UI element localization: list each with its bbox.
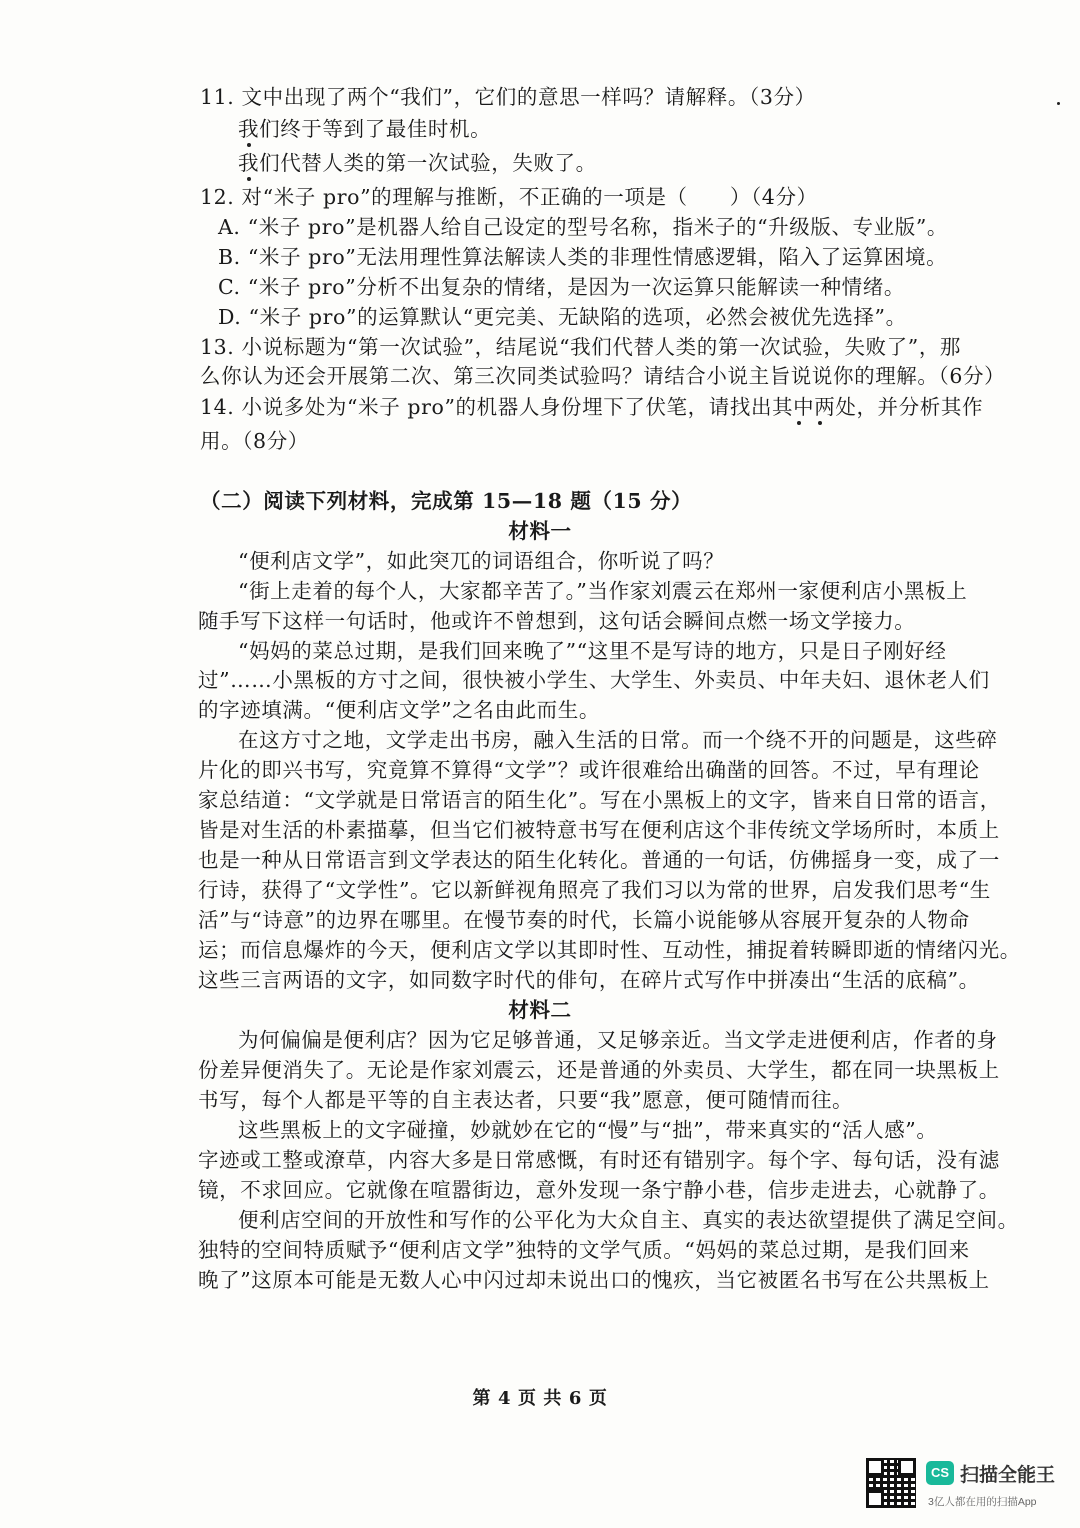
- question-11-quote-1: 我们终于等到了最佳时机。: [238, 117, 492, 141]
- question-12-option-d: D. “米子 pro”的运算默认“更完美、无缺陷的选项，必然会被优先选择”。: [218, 305, 907, 329]
- material-1-line: 这些三言两语的文字，如同数字时代的俳句，在碎片式写作中拼凑出“生活的底稿”。: [198, 968, 980, 992]
- material-1-line: 行诗，获得了“文学性”。它以新鲜视角照亮了我们习以为常的世界，启发我们思考“生: [198, 878, 991, 902]
- material-1-line: 皆是对生活的朴素描摹，但当它们被特意书写在便利店这个非传统文学场所时，本质上: [198, 818, 1000, 842]
- material-2-line: 书写，每个人都是平等的自主表达者，只要“我”愿意，便可随情而往。: [198, 1088, 854, 1112]
- material-1-line: 在这方寸之地，文学走出书房，融入生活的日常。而一个绕不开的问题是，这些碎: [238, 728, 998, 752]
- material-2-line: 字迹或工整或潦草，内容大多是日常感慨，有时还有错别字。每个字、每句话，没有滤: [198, 1148, 1000, 1172]
- question-11: 11. 文中出现了两个“我们”，它们的意思一样吗？请解释。（3分）: [200, 85, 816, 109]
- material-2-line: 镜，不求回应。它就像在喧嚣街边，意外发现一条宁静小巷，信步走进去，心就静了。: [198, 1178, 1000, 1202]
- question-12: 12. 对“米子 pro”的理解与推断，不正确的一项是（ ）（4分）: [200, 185, 818, 209]
- material-1-line: “街上走着的每个人，大家都辛苦了。”当作家刘震云在郑州一家便利店小黑板上: [238, 579, 968, 603]
- material-2-line: 独特的空间特质赋予“便利店文学”独特的文学气质。“妈妈的菜总过期，是我们回来: [198, 1238, 970, 1262]
- emphasis-dot: [247, 177, 251, 181]
- material-2-title: 材料二: [508, 998, 572, 1022]
- material-1-line: “妈妈的菜总过期，是我们回来晚了”“这里不是写诗的地方，只是日子刚好经: [238, 639, 947, 663]
- material-1-line: 片化的即兴书写，究竟算不算得“文学”？或许很难给出确凿的回答。不过，早有理论: [198, 758, 980, 782]
- emphasis-dot: [797, 421, 801, 425]
- material-1-line: “便利店文学”，如此突兀的词语组合，你听说了吗？: [238, 549, 725, 573]
- question-12-option-b: B. “米子 pro”无法用理性算法解读人类的非理性情感逻辑，陷入了运算困境。: [218, 245, 948, 269]
- material-1-line: 家总结道：“文学就是日常语言的陌生化”。写在小黑板上的文字，皆来自日常的语言，: [198, 788, 1001, 812]
- material-2-line: 这些黑板上的文字碰撞，妙就妙在它的“慢”与“拙”，带来真实的“活人感”。: [238, 1118, 938, 1142]
- question-12-option-a: A. “米子 pro”是机器人给自己设定的型号名称，指米子的“升级版、专业版”。: [218, 215, 949, 239]
- watermark-brand: 扫描全能王: [960, 1465, 1056, 1486]
- page-number: 第 4 页 共 6 页: [472, 1388, 608, 1409]
- question-11-quote-2: 我们代替人类的第一次试验，失败了。: [238, 151, 597, 175]
- material-1-line: 的字迹填满。“便利店文学”之名由此而生。: [198, 698, 600, 722]
- qr-code-icon: [866, 1458, 916, 1508]
- question-14-line-2: 用。（8分）: [200, 429, 309, 453]
- camscanner-logo-icon: CS: [926, 1461, 954, 1485]
- emphasis-dot: [247, 143, 251, 147]
- material-1-line: 活”与“诗意”的边界在哪里。在慢节奏的时代，长篇小说能够从容展开复杂的人物命: [198, 908, 970, 932]
- question-13-line-2: 么你认为还会开展第二次、第三次同类试验吗？请结合小说主旨说说你的理解。（6分）: [200, 364, 1006, 388]
- material-1-line: 过”……小黑板的方寸之间，很快被小学生、大学生、外卖员、中年夫妇、退休老人们: [198, 668, 990, 692]
- section-heading: （二）阅读下列材料，完成第 15—18 题（15 分）: [200, 489, 693, 513]
- material-1-line: 随手写下这样一句话时，他或许不曾想到，这句话会瞬间点燃一场文学接力。: [198, 609, 916, 633]
- question-13-line-1: 13. 小说标题为“第一次试验”，结尾说“我们代替人类的第一次试验，失败了”，那: [200, 335, 962, 359]
- material-1-title: 材料一: [508, 519, 572, 543]
- question-14-line-1: 14. 小说多处为“米子 pro”的机器人身份埋下了伏笔，请找出其中两处，并分析其作: [200, 395, 984, 419]
- scan-speck: [1057, 102, 1060, 105]
- material-2-line: 为何偏偏是便利店？因为它足够普通，又足够亲近。当文学走进便利店，作者的身: [238, 1028, 998, 1052]
- material-1-line: 运；而信息爆炸的今天，便利店文学以其即时性、互动性，捕捉着转瞬即逝的情绪闪光。: [198, 938, 1021, 962]
- material-2-line: 份差异便消失了。无论是作家刘震云，还是普通的外卖员、大学生，都在同一块黑板上: [198, 1058, 1000, 1082]
- emphasis-dot: [818, 421, 822, 425]
- material-2-line: 便利店空间的开放性和写作的公平化为大众自主、真实的表达欲望提供了满足空间。: [238, 1208, 1019, 1232]
- question-12-option-c: C. “米子 pro”分析不出复杂的情绪，是因为一次运算只能解读一种情绪。: [218, 275, 905, 299]
- material-2-line: 晚了”这原本可能是无数人心中闪过却未说出口的愧疚，当它被匿名书写在公共黑板上: [198, 1268, 990, 1292]
- material-1-line: 也是一种从日常语言到文学表达的陌生化转化。普通的一句话，仿佛摇身一变，成了一: [198, 848, 1000, 872]
- watermark-tagline: 3亿人都在用的扫描App: [928, 1496, 1037, 1508]
